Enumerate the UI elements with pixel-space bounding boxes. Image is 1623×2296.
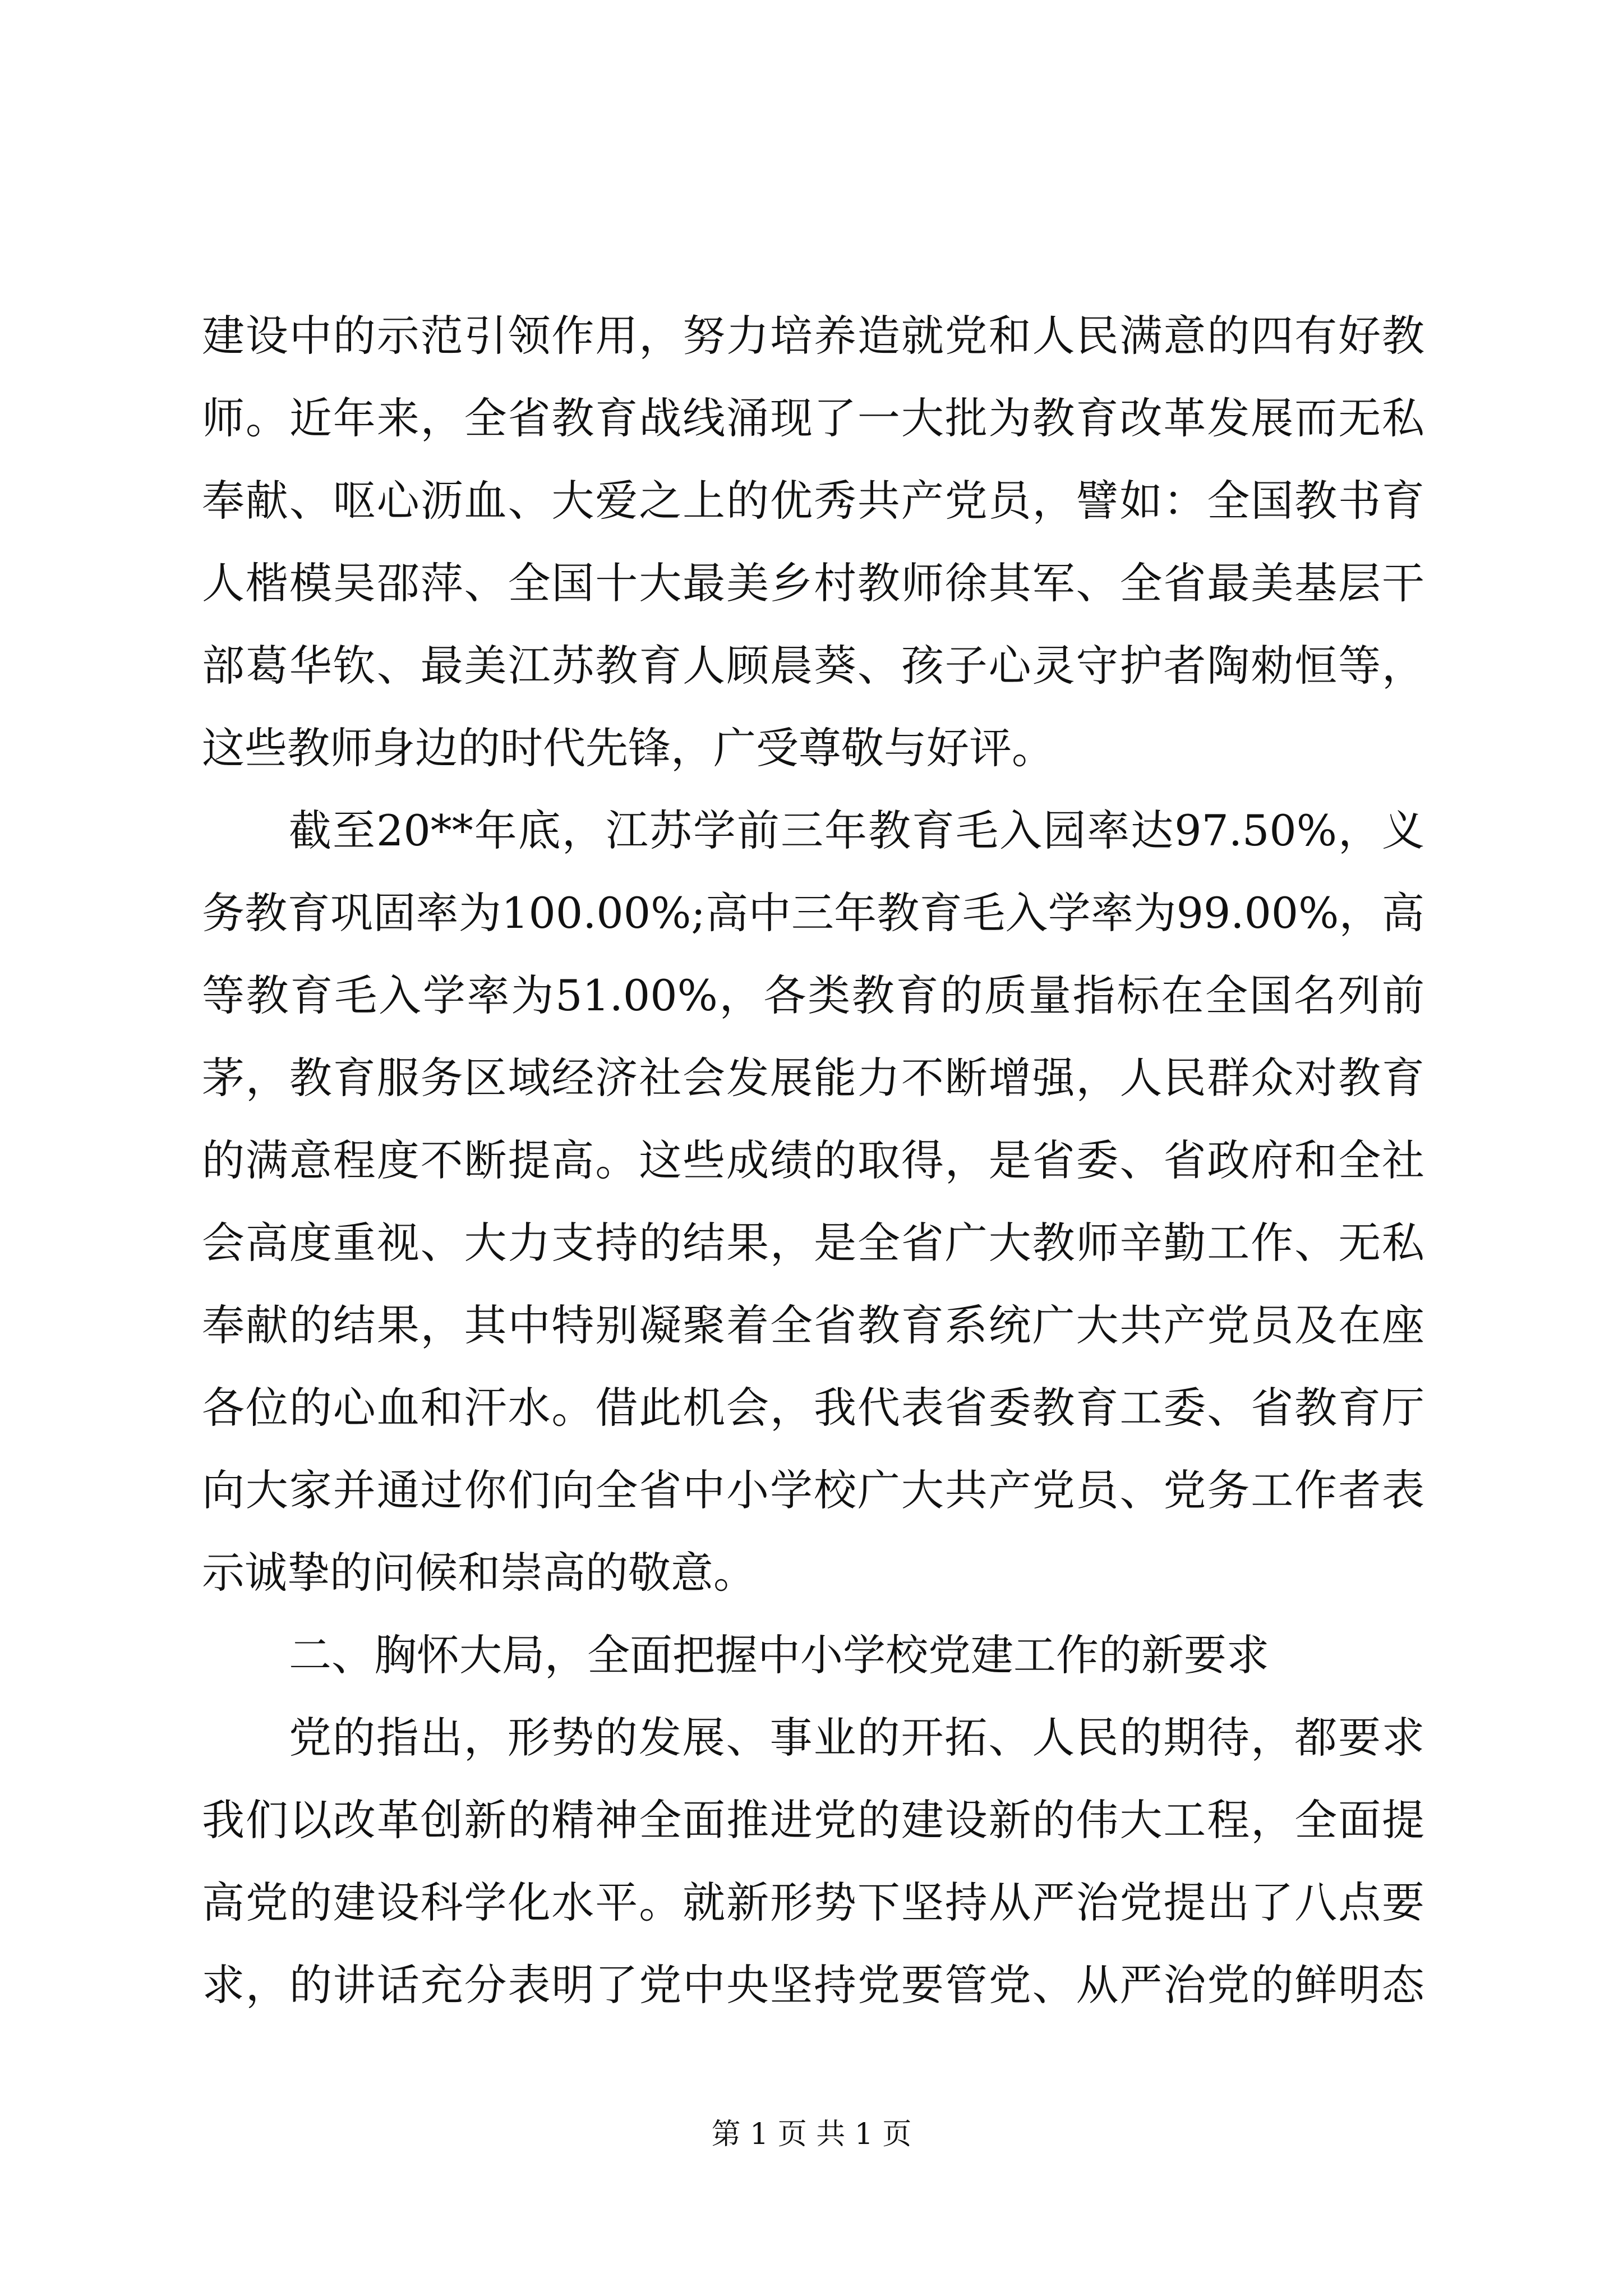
text-line: 二、胸怀大局，全面把握中小学校党建工作的新要求 (289, 1630, 1269, 1680)
text-line: 茅，教育服务区域经济社会发展能力不断增强，人民群众对教育 (202, 1053, 1424, 1103)
text-line: 求，的讲话充分表明了党中央坚持党要管党、从严治党的鲜明态 (202, 1960, 1424, 2010)
text-line: 高党的建设科学化水平。就新形势下坚持从严治党提出了八点要 (202, 1878, 1424, 1927)
text-line: 的满意程度不断提高。这些成绩的取得，是省委、省政府和全社 (202, 1135, 1424, 1185)
text-line: 这些教师身边的时代先锋，广受尊敬与好评。 (202, 723, 1054, 773)
text-line: 建设中的示范引领作用，努力培养造就党和人民满意的四有好教 (202, 311, 1424, 361)
text-line: 人楷模吴邵萍、全国十大最美乡村教师徐其军、全省最美基层干 (202, 558, 1424, 608)
text-line: 务教育巩固率为100.00%;高中三年教育毛入学率为99.00%，高 (202, 888, 1424, 938)
body-text (202, 295, 1424, 2026)
text-line: 奉献的结果，其中特别凝聚着全省教育系统广大共产党员及在座 (202, 1300, 1424, 1350)
text-line: 向大家并通过你们向全省中小学校广大共产党员、党务工作者表 (202, 1465, 1424, 1515)
text-line: 会高度重视、大力支持的结果，是全省广大教师辛勤工作、无私 (202, 1218, 1424, 1268)
text-line: 部葛华钦、最美江苏教育人顾晨葵、孩子心灵守护者陶勑恒等， (202, 641, 1424, 691)
text-line: 奉献、呕心沥血、大爱之上的优秀共产党员，譬如：全国教书育 (202, 476, 1424, 526)
text-line: 师。近年来，全省教育战线涌现了一大批为教育改革发展而无私 (202, 393, 1424, 443)
text-line: 等教育毛入学率为51.00%，各类教育的质量指标在全国名列前 (202, 970, 1424, 1020)
page-footer: 第 1 页 共 1 页 (711, 2118, 912, 2151)
text-line: 我们以改革创新的精神全面推进党的建设新的伟大工程，全面提 (202, 1795, 1424, 1845)
text-line: 党的指出，形势的发展、事业的开拓、人民的期待，都要求 (289, 1713, 1424, 1763)
text-line: 截至20**年底，江苏学前三年教育毛入园率达97.50%，义 (289, 806, 1424, 855)
text-line: 示诚挚的问候和崇高的敬意。 (202, 1548, 756, 1598)
text-line: 各位的心血和汗水。借此机会，我代表省委教育工委、省教育厅 (202, 1383, 1424, 1433)
